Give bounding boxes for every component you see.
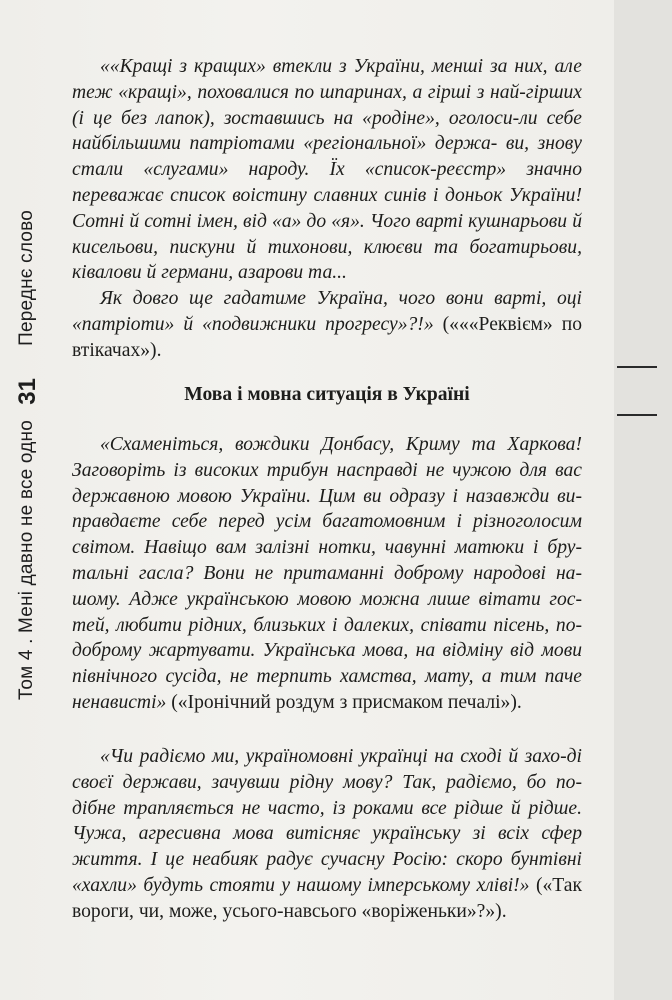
page-number: 31	[14, 378, 41, 405]
paragraph-3-text: «Схаменіться, вождики Донбасу, Криму та Харкова! Заговоріть із високих трибун насправді не чужою для вас державною мовою України. Цим ви одразу і назавжди ви-правдаєте себе перед усім багатомовним і різноголосим світом. Навіщо вам залізні нотки, чавунні матюки і бру-тальні гасла? Вони не притаманні доброму народові на-шому. Адже українською мовою можна лише вітати гос-тей, любити рідних, близьких і далеких, співати пісень, по-доброму жартувати. Українська мова, на відміну від мови північного сусіда, не терпить хамства, мату, а тим паче ненависті» («Іронічний роздум з присмаком печалі»).	[72, 434, 583, 713]
paragraph-1	[72, 54, 582, 364]
citation-1: («««Реквієм» по втікачах»).	[72, 313, 583, 361]
running-header-sidebar	[614, 0, 672, 1000]
paragraph-2: Як довго ще гадатиме Україна, чого вони варті, оці «патріоти» й «подвижники прогресу»?!» («««Реквієм» по втікачах»).	[72, 288, 583, 361]
citation-3: («Так вороги, чи, може, усього-навсього «воріженьки»?»).	[72, 874, 582, 922]
separator-top	[617, 366, 657, 368]
paragraph-4	[72, 744, 582, 925]
paragraph-4-text: «Чи радіємо ми, україномовні українці на сході й захо-ді своєї держави, зачувши рідну мову? Так, радіємо, бо по-дібне трапляється не часто, із роками все рідше й рідше. Чужа, агресивна мова витісняє українську зі всіх сфер життя. І це неабияк радує сучасну Росію: скоро бунтівні «хахли» будуть стояти у нашому імперському хліві!» («Так вороги, чи, може, усього-навсього «воріженьки»?»).	[72, 746, 582, 922]
citation-2: («Іронічний роздум з присмаком печалі»).	[166, 691, 522, 713]
paragraph-1-text: ««Кращі з кращих» втекли з України, менші за них, але теж «кращі», поховалися по шпаринах, а гірші з най-гірших (і це без лапок), зоставшись на «родіне», оголоси-ли себе найбільшими патріотами «регіональної» держа- ви, знову стали «слугами» народу. Їх «список-реєстр» значно переважає список воістину славних синів і доньок України! Сотні й сотні імен, від «а» до «я». Чого варті кушнарьови й кисельови, пискуни й тихонови, клюєви та богатирьови, ківалови й германи, азарови та...	[72, 56, 582, 284]
paragraph-3	[72, 432, 582, 716]
separator-bottom	[617, 414, 657, 416]
volume-title: Том 4 . Мені давно не все одно	[16, 420, 37, 700]
section-heading: Мова і мовна ситуація в Україні	[184, 384, 470, 405]
chapter-title: Переднє слово	[16, 210, 37, 346]
